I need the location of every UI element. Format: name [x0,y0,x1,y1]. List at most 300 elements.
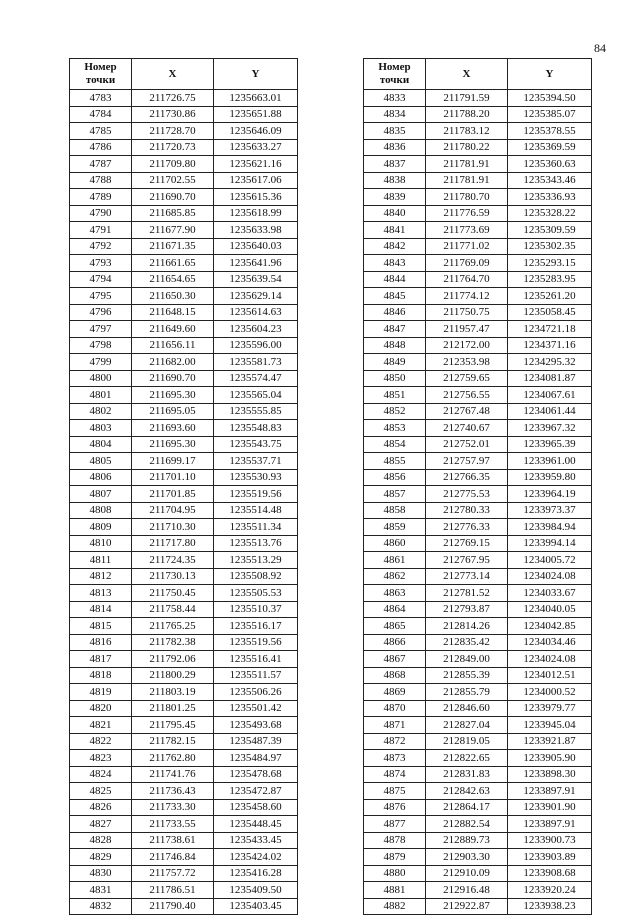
cell-x: 211724.35 [132,552,214,569]
cell-x: 212769.15 [426,535,508,552]
cell-y: 1235519.56 [214,486,298,503]
cell-y: 1235343.46 [508,172,592,189]
cell-x: 211648.15 [132,304,214,321]
cell-y: 1233908.68 [508,865,592,882]
cell-x: 212766.35 [426,469,508,486]
cell-point-number: 4821 [70,717,132,734]
table-row [70,634,298,651]
table-row [364,849,592,866]
cell-x: 211720.73 [132,139,214,156]
cell-y: 1235513.76 [214,535,298,552]
cell-x: 212922.87 [426,898,508,915]
table-row [70,717,298,734]
table-row [364,585,592,602]
cell-y: 1235472.87 [214,783,298,800]
cell-x: 211695.05 [132,403,214,420]
cell-point-number: 4869 [364,684,426,701]
cell-point-number: 4852 [364,403,426,420]
cell-point-number: 4792 [70,238,132,255]
cell-x: 211800.29 [132,667,214,684]
cell-y: 1234012.51 [508,667,592,684]
cell-x: 211783.12 [426,123,508,140]
cell-x: 211791.59 [426,90,508,107]
cell-y: 1235385.07 [508,106,592,123]
cell-x: 212353.98 [426,354,508,371]
cell-x: 212767.48 [426,403,508,420]
cell-x: 211780.22 [426,139,508,156]
cell-point-number: 4844 [364,271,426,288]
cell-point-number: 4858 [364,502,426,519]
cell-point-number: 4823 [70,750,132,767]
cell-x: 211792.06 [132,651,214,668]
cell-y: 1233921.87 [508,733,592,750]
cell-point-number: 4814 [70,601,132,618]
cell-x: 211677.90 [132,222,214,239]
cell-point-number: 4855 [364,453,426,470]
cell-x: 211728.70 [132,123,214,140]
cell-y: 1233945.04 [508,717,592,734]
cell-y: 1234033.67 [508,585,592,602]
cell-point-number: 4838 [364,172,426,189]
cell-point-number: 4882 [364,898,426,915]
cell-y: 1233898.30 [508,766,592,783]
cell-x: 211762.80 [132,750,214,767]
cell-point-number: 4862 [364,568,426,585]
cell-point-number: 4799 [70,354,132,371]
table-row [70,816,298,833]
cell-point-number: 4812 [70,568,132,585]
cell-point-number: 4874 [364,766,426,783]
cell-point-number: 4864 [364,601,426,618]
cell-x: 211741.76 [132,766,214,783]
cell-x: 211786.51 [132,882,214,899]
cell-point-number: 4826 [70,799,132,816]
cell-point-number: 4876 [364,799,426,816]
cell-point-number: 4822 [70,733,132,750]
cell-point-number: 4845 [364,288,426,305]
cell-y: 1233897.91 [508,816,592,833]
cell-y: 1235261.20 [508,288,592,305]
table-row [364,370,592,387]
cell-x: 211736.43 [132,783,214,800]
cell-y: 1233900.73 [508,832,592,849]
cell-point-number: 4865 [364,618,426,635]
cell-x: 211795.45 [132,717,214,734]
cell-x: 212172.00 [426,337,508,354]
header-y: Y [214,59,298,90]
cell-point-number: 4819 [70,684,132,701]
cell-x: 212835.42 [426,634,508,651]
table-row [364,750,592,767]
cell-y: 1233964.19 [508,486,592,503]
table-row [364,733,592,750]
table-row [364,634,592,651]
cell-x: 211803.19 [132,684,214,701]
table-row [364,403,592,420]
cell-x: 212781.52 [426,585,508,602]
cell-y: 1235574.47 [214,370,298,387]
cell-y: 1235508.92 [214,568,298,585]
page-number: 84 [594,41,606,55]
cell-point-number: 4839 [364,189,426,206]
cell-point-number: 4857 [364,486,426,503]
cell-point-number: 4833 [364,90,426,107]
table-row [70,733,298,750]
cell-x: 211654.65 [132,271,214,288]
cell-point-number: 4816 [70,634,132,651]
cell-y: 1234040.05 [508,601,592,618]
table-row [364,816,592,833]
cell-point-number: 4810 [70,535,132,552]
cell-x: 212757.97 [426,453,508,470]
cell-y: 1235510.37 [214,601,298,618]
table-row [70,783,298,800]
table-row [364,519,592,536]
table-row [364,469,592,486]
cell-x: 211699.17 [132,453,214,470]
cell-y: 1235516.41 [214,651,298,668]
cell-x: 211693.60 [132,420,214,437]
cell-y: 1235641.96 [214,255,298,272]
cell-y: 1235369.59 [508,139,592,156]
cell-point-number: 4859 [364,519,426,536]
table-row [70,618,298,635]
cell-x: 212903.30 [426,849,508,866]
coordinates-table-left [69,58,298,915]
table-row [70,255,298,272]
table-row [364,453,592,470]
cell-y: 1235516.17 [214,618,298,635]
cell-x: 212849.00 [426,651,508,668]
cell-point-number: 4783 [70,90,132,107]
cell-point-number: 4834 [364,106,426,123]
cell-point-number: 4785 [70,123,132,140]
cell-y: 1235651.88 [214,106,298,123]
cell-y: 1235394.50 [508,90,592,107]
table-row [70,684,298,701]
cell-x: 211773.69 [426,222,508,239]
table-row [70,486,298,503]
cell-point-number: 4879 [364,849,426,866]
cell-x: 211788.20 [426,106,508,123]
table-row [364,90,592,107]
table-row [364,222,592,239]
cell-point-number: 4808 [70,502,132,519]
cell-point-number: 4856 [364,469,426,486]
table-row [364,172,592,189]
cell-y: 1235511.34 [214,519,298,536]
cell-point-number: 4861 [364,552,426,569]
cell-y: 1235478.68 [214,766,298,783]
cell-point-number: 4849 [364,354,426,371]
cell-x: 211764.70 [426,271,508,288]
table-row [70,898,298,915]
cell-point-number: 4787 [70,156,132,173]
cell-point-number: 4871 [364,717,426,734]
table-row [70,90,298,107]
table-row [70,799,298,816]
table-row [70,552,298,569]
cell-point-number: 4866 [364,634,426,651]
cell-x: 211682.00 [132,354,214,371]
table-row [70,172,298,189]
cell-x: 211746.84 [132,849,214,866]
table-row [70,882,298,899]
table-row [364,337,592,354]
table-row [70,354,298,371]
table-row [364,486,592,503]
table-row [364,156,592,173]
cell-point-number: 4835 [364,123,426,140]
cell-y: 1235283.95 [508,271,592,288]
cell-x: 211774.12 [426,288,508,305]
table-row [70,403,298,420]
cell-y: 1235513.29 [214,552,298,569]
table-row [70,469,298,486]
cell-y: 1235378.55 [508,123,592,140]
cell-x: 212822.65 [426,750,508,767]
cell-y: 1233901.90 [508,799,592,816]
cell-x: 211661.65 [132,255,214,272]
cell-point-number: 4786 [70,139,132,156]
cell-x: 212827.04 [426,717,508,734]
cell-point-number: 4837 [364,156,426,173]
cell-point-number: 4868 [364,667,426,684]
table-row [70,601,298,618]
table-row [70,568,298,585]
cell-x: 212864.17 [426,799,508,816]
cell-point-number: 4788 [70,172,132,189]
cell-y: 1235640.03 [214,238,298,255]
table-row [364,618,592,635]
cell-point-number: 4817 [70,651,132,668]
cell-point-number: 4842 [364,238,426,255]
cell-y: 1235501.42 [214,700,298,717]
table-row [364,387,592,404]
table-row [364,288,592,305]
cell-y: 1235484.97 [214,750,298,767]
table-header-row [364,59,592,90]
table-row [70,304,298,321]
cell-y: 1235614.63 [214,304,298,321]
cell-y: 1234024.08 [508,651,592,668]
cell-y: 1235646.09 [214,123,298,140]
cell-y: 1233967.32 [508,420,592,437]
table-header-row [70,59,298,90]
cell-x: 212756.55 [426,387,508,404]
table-row [364,700,592,717]
cell-y: 1235663.01 [214,90,298,107]
cell-point-number: 4796 [70,304,132,321]
cell-x: 212775.53 [426,486,508,503]
table-row [70,238,298,255]
cell-x: 211730.13 [132,568,214,585]
cell-point-number: 4794 [70,271,132,288]
cell-x: 211730.86 [132,106,214,123]
cell-y: 1235505.53 [214,585,298,602]
cell-point-number: 4795 [70,288,132,305]
table-row [70,700,298,717]
cell-point-number: 4848 [364,337,426,354]
cell-y: 1233979.77 [508,700,592,717]
cell-y: 1235629.14 [214,288,298,305]
cell-y: 1235581.73 [214,354,298,371]
cell-x: 211765.25 [132,618,214,635]
table-row [364,717,592,734]
table-row [364,189,592,206]
cell-point-number: 4847 [364,321,426,338]
cell-x: 212776.33 [426,519,508,536]
cell-y: 1233984.94 [508,519,592,536]
cell-y: 1233973.37 [508,502,592,519]
cell-point-number: 4824 [70,766,132,783]
cell-point-number: 4825 [70,783,132,800]
cell-y: 1233938.23 [508,898,592,915]
table-row [364,601,592,618]
cell-y: 1234721.18 [508,321,592,338]
table-row [70,106,298,123]
table-row [70,519,298,536]
cell-point-number: 4798 [70,337,132,354]
cell-y: 1234067.61 [508,387,592,404]
cell-x: 211801.25 [132,700,214,717]
cell-x: 211790.40 [132,898,214,915]
cell-y: 1235621.16 [214,156,298,173]
cell-point-number: 4813 [70,585,132,602]
table-row [364,436,592,453]
cell-y: 1235617.06 [214,172,298,189]
cell-x: 211717.80 [132,535,214,552]
cell-point-number: 4791 [70,222,132,239]
cell-y: 1234371.16 [508,337,592,354]
cell-y: 1235548.83 [214,420,298,437]
cell-x: 211771.02 [426,238,508,255]
table-row [364,865,592,882]
cell-y: 1235633.27 [214,139,298,156]
table-row [364,354,592,371]
cell-point-number: 4850 [364,370,426,387]
cell-y: 1233903.89 [508,849,592,866]
table-row [70,288,298,305]
cell-y: 1233965.39 [508,436,592,453]
cell-y: 1233994.14 [508,535,592,552]
table-row [364,766,592,783]
cell-x: 211782.38 [132,634,214,651]
cell-x: 211690.70 [132,189,214,206]
cell-point-number: 4875 [364,783,426,800]
cell-point-number: 4843 [364,255,426,272]
cell-point-number: 4853 [364,420,426,437]
table-row [364,255,592,272]
cell-point-number: 4797 [70,321,132,338]
cell-point-number: 4870 [364,700,426,717]
table-row [364,882,592,899]
cell-y: 1234081.87 [508,370,592,387]
cell-x: 211769.09 [426,255,508,272]
cell-x: 211702.55 [132,172,214,189]
table-row [70,205,298,222]
cell-y: 1235416.28 [214,865,298,882]
cell-y: 1235360.63 [508,156,592,173]
cell-x: 211710.30 [132,519,214,536]
cell-x: 212773.14 [426,568,508,585]
cell-y: 1233961.00 [508,453,592,470]
cell-y: 1235596.00 [214,337,298,354]
cell-point-number: 4800 [70,370,132,387]
cell-point-number: 4815 [70,618,132,635]
cell-y: 1234061.44 [508,403,592,420]
cell-y: 1234034.46 [508,634,592,651]
table-row [70,156,298,173]
cell-y: 1235565.04 [214,387,298,404]
header-point-number: Номер точки [70,59,132,90]
cell-x: 211649.60 [132,321,214,338]
header-y: Y [508,59,592,90]
table-row [70,321,298,338]
cell-y: 1235633.98 [214,222,298,239]
cell-point-number: 4804 [70,436,132,453]
cell-x: 212831.83 [426,766,508,783]
cell-x: 212793.87 [426,601,508,618]
cell-point-number: 4877 [364,816,426,833]
cell-y: 1235555.85 [214,403,298,420]
cell-y: 1235604.23 [214,321,298,338]
table-row [70,123,298,140]
table-row [70,387,298,404]
cell-y: 1235302.35 [508,238,592,255]
table-row [70,651,298,668]
cell-point-number: 4827 [70,816,132,833]
cell-x: 211726.75 [132,90,214,107]
cell-point-number: 4790 [70,205,132,222]
cell-x: 211750.45 [132,585,214,602]
cell-y: 1235537.71 [214,453,298,470]
cell-y: 1235293.15 [508,255,592,272]
cell-x: 212910.09 [426,865,508,882]
cell-point-number: 4829 [70,849,132,866]
cell-point-number: 4801 [70,387,132,404]
cell-point-number: 4806 [70,469,132,486]
cell-y: 1235424.02 [214,849,298,866]
table-row [364,139,592,156]
cell-y: 1235448.45 [214,816,298,833]
table-row [70,139,298,156]
cell-point-number: 4854 [364,436,426,453]
cell-x: 212889.73 [426,832,508,849]
cell-point-number: 4878 [364,832,426,849]
cell-y: 1235639.54 [214,271,298,288]
cell-y: 1234000.52 [508,684,592,701]
cell-y: 1235058.45 [508,304,592,321]
cell-x: 212814.26 [426,618,508,635]
cell-point-number: 4809 [70,519,132,536]
cell-y: 1235336.93 [508,189,592,206]
table-row [70,535,298,552]
cell-x: 211782.15 [132,733,214,750]
table-row [70,370,298,387]
cell-point-number: 4803 [70,420,132,437]
table-row [364,304,592,321]
cell-x: 211650.30 [132,288,214,305]
header-x: X [132,59,214,90]
cell-y: 1235309.59 [508,222,592,239]
cell-y: 1235615.36 [214,189,298,206]
cell-point-number: 4805 [70,453,132,470]
table-row [70,849,298,866]
cell-x: 212882.54 [426,816,508,833]
cell-x: 211656.11 [132,337,214,354]
cell-y: 1235328.22 [508,205,592,222]
